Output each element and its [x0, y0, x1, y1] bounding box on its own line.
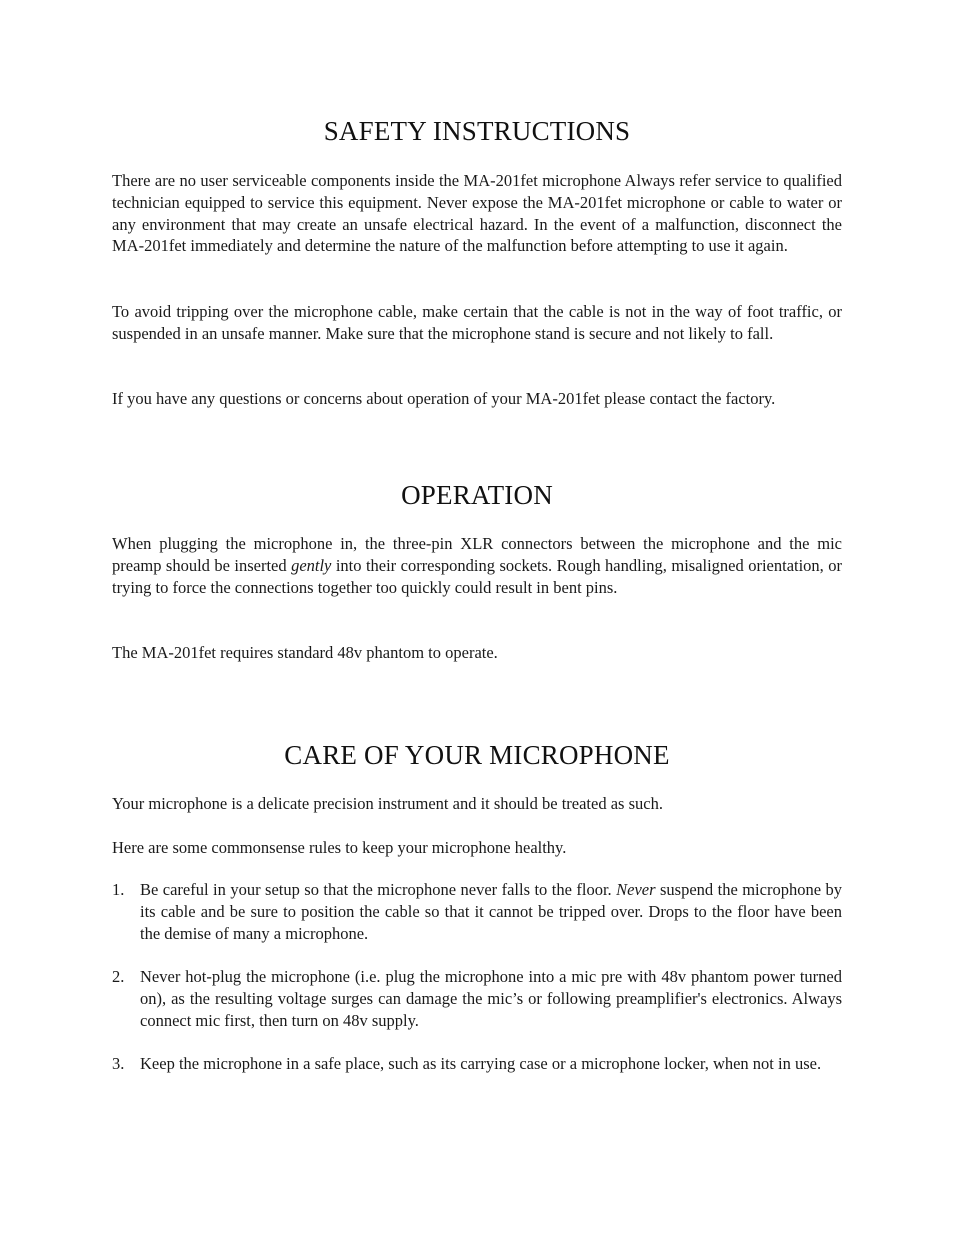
care-rules-list — [112, 879, 842, 1097]
operation-paragraph-plugging — [112, 533, 842, 598]
list-item-number: 3. — [112, 1054, 125, 1074]
list-item-number: 2. — [112, 967, 125, 987]
safety-paragraph-cable: To avoid tripping over the microphone cable, make certain that the cable is not in the way of foot traffic, or suspended in an unsafe manner. Make sure that the microphone stand is secure and not likely to fall. — [112, 302, 842, 343]
operation-paragraph-phantom: The MA-201fet requires standard 48v phantom to operate. — [112, 643, 498, 662]
safety-paragraph-contact: If you have any questions or concerns about operation of your MA-201fet please contact the factory. — [112, 389, 776, 408]
list-item-text: Never hot-plug the microphone (i.e. plug the microphone into a mic pre with 48v phantom power turned on), as the resulting voltage surges can damage the mic’s or following preamplifier's electronics. Always connect mic first, then turn on 48v supply. — [140, 967, 842, 1030]
safety-paragraph-service: There are no user serviceable components inside the MA-201fet microphone Always refer service to qualified technician equipped to service this equipment. Never expose the MA-201fet microphone or cable to water or any environment that may create an unsafe electrical hazard. In the event of a malfunction, disconnect the MA-201fet immediately and determine the nature of the malfunction before attempting to use it again. — [112, 171, 842, 256]
care-paragraph-rules-intro: Here are some commonsense rules to keep your microphone healthy. — [112, 838, 567, 857]
rule-text-after: suspend the microphone by its cable and be sure to position the cable so that it cannot be tripped over. Drops to the floor have been the demise of many a microphone. — [140, 880, 842, 943]
operation-heading: OPERATION — [401, 480, 553, 510]
list-item — [112, 966, 842, 1031]
rule-text-before: Be careful in your setup so that the microphone never falls to the floor. — [140, 880, 617, 899]
list-item — [112, 879, 842, 944]
list-item-number: 1. — [112, 880, 125, 899]
care-heading: CARE OF YOUR MICROPHONE — [284, 740, 670, 770]
care-paragraph-delicate: Your microphone is a delicate precision instrument and it should be treated as such. — [112, 794, 663, 813]
rule-emphasis-never: Never — [616, 880, 656, 899]
list-item-text: Keep the microphone in a safe place, such as its carrying case or a microphone locker, when not in use. — [140, 1054, 822, 1074]
safety-heading: SAFETY INSTRUCTIONS — [323, 116, 631, 146]
operation-text-after: into their corresponding sockets. Rough handling, misaligned orientation, or trying to force the connections together too quickly could result in bent pins. — [112, 555, 842, 597]
operation-text-before: When plugging the microphone in, the three-pin XLR connectors between the microphone and the mic preamp should be inserted — [112, 534, 842, 575]
list-item — [112, 1053, 842, 1075]
list-item-text — [140, 879, 842, 944]
operation-emphasis-gently: gently — [291, 555, 332, 575]
